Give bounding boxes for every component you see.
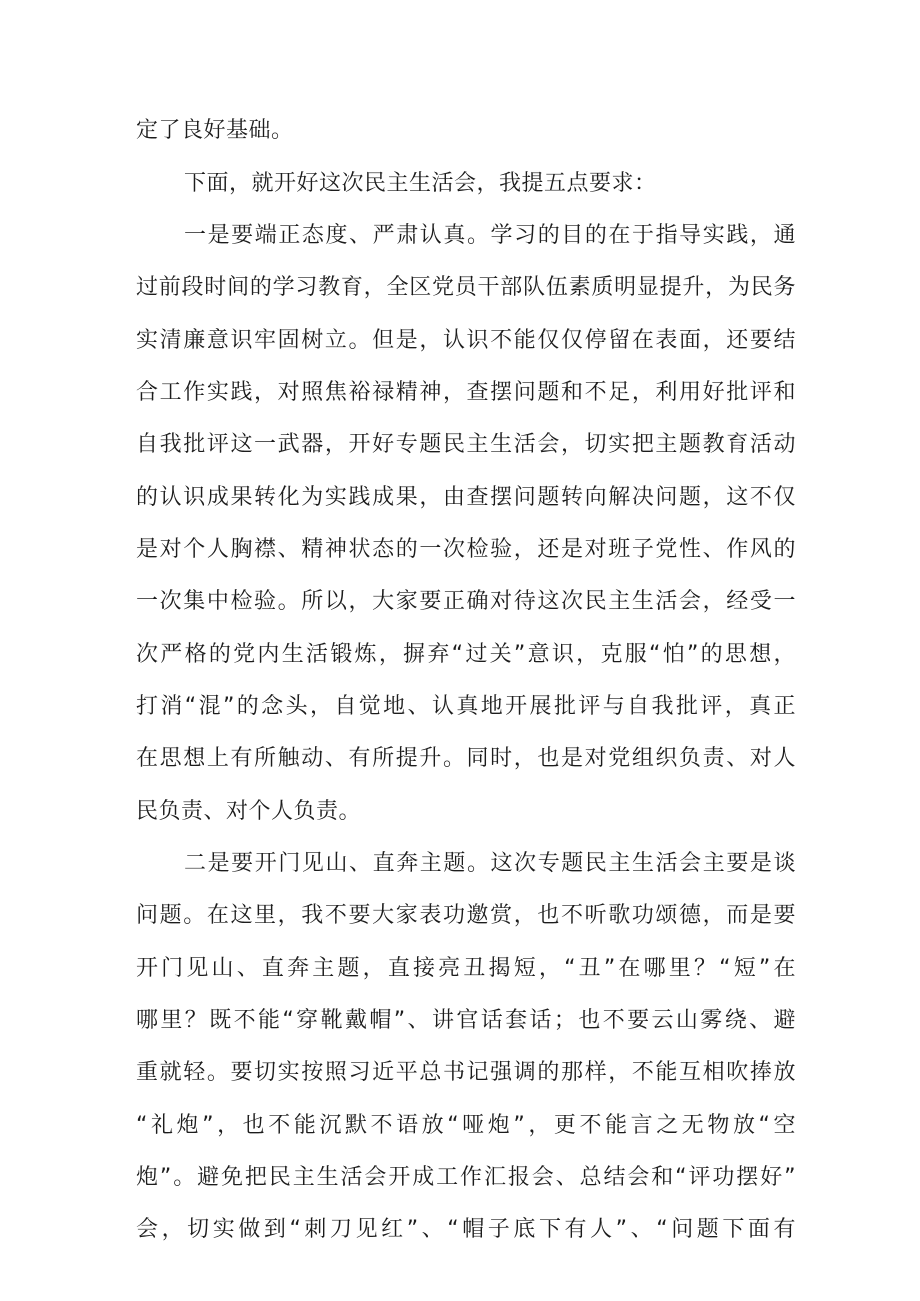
text-line: 一是要端正态度、严肃认真。学习的目的在于指导实践，通 bbox=[184, 223, 796, 248]
text-line: 自我批评这一武器，开好专题民主生活会，切实把主题教育活动 bbox=[136, 432, 796, 457]
text-line: 重就轻。要切实按照习近平总书记强调的那样，不能互相吹捧放 bbox=[136, 1060, 796, 1085]
text-line: 的认识成果转化为实践成果，由查摆问题转向解决问题，这不仅 bbox=[136, 485, 796, 510]
text-line: 二是要开门见山、直奔主题。这次专题民主生活会主要是谈 bbox=[184, 851, 796, 876]
text-line: 打消“混”的念头，自觉地、认真地开展批评与自我批评，真正 bbox=[136, 694, 796, 719]
text-line: 哪里？既不能“穿靴戴帽”、讲官话套话；也不要云山雾绕、避 bbox=[136, 1008, 797, 1033]
text-line: 实清廉意识牢固树立。但是，认识不能仅仅停留在表面，还要结 bbox=[136, 328, 796, 353]
text-line: 是对个人胸襟、精神状态的一次检验，还是对班子党性、作风的 bbox=[136, 537, 796, 562]
text-line: 过前段时间的学习教育，全区党员干部队伍素质明显提升，为民务 bbox=[136, 275, 796, 300]
text-line: 炮”。避免把民主生活会开成工作汇报会、总结会和“评功摆好” bbox=[136, 1165, 796, 1190]
text-line: 次严格的党内生活锻炼，摒弃“过关”意识，克服“怕”的思想， bbox=[136, 642, 796, 667]
text-line: 合工作实践，对照焦裕禄精神，查摆问题和不足，利用好批评和 bbox=[136, 380, 796, 405]
text-line: 一次集中检验。所以，大家要正确对待这次民主生活会，经受一 bbox=[136, 589, 796, 614]
text-line: 民负责、对个人负责。 bbox=[136, 799, 362, 824]
text-line: 在思想上有所触动、有所提升。同时，也是对党组织负责、对人 bbox=[136, 746, 796, 771]
text-line: 问题。在这里，我不要大家表功邀赏，也不听歌功颂德，而是要 bbox=[136, 903, 796, 928]
text-line: 下面，就开好这次民主生活会，我提五点要求： bbox=[184, 171, 657, 196]
text-line: 定了良好基础。 bbox=[136, 118, 294, 143]
text-line: “礼炮”，也不能沉默不语放“哑炮”，更不能言之无物放“空 bbox=[136, 1113, 796, 1138]
text-line: 开门见山、直奔主题，直接亮丑揭短，“丑”在哪里？“短”在 bbox=[136, 956, 796, 981]
text-line: 会，切实做到“刺刀见红”、“帽子底下有人”、“问题下面有 bbox=[136, 1217, 796, 1242]
